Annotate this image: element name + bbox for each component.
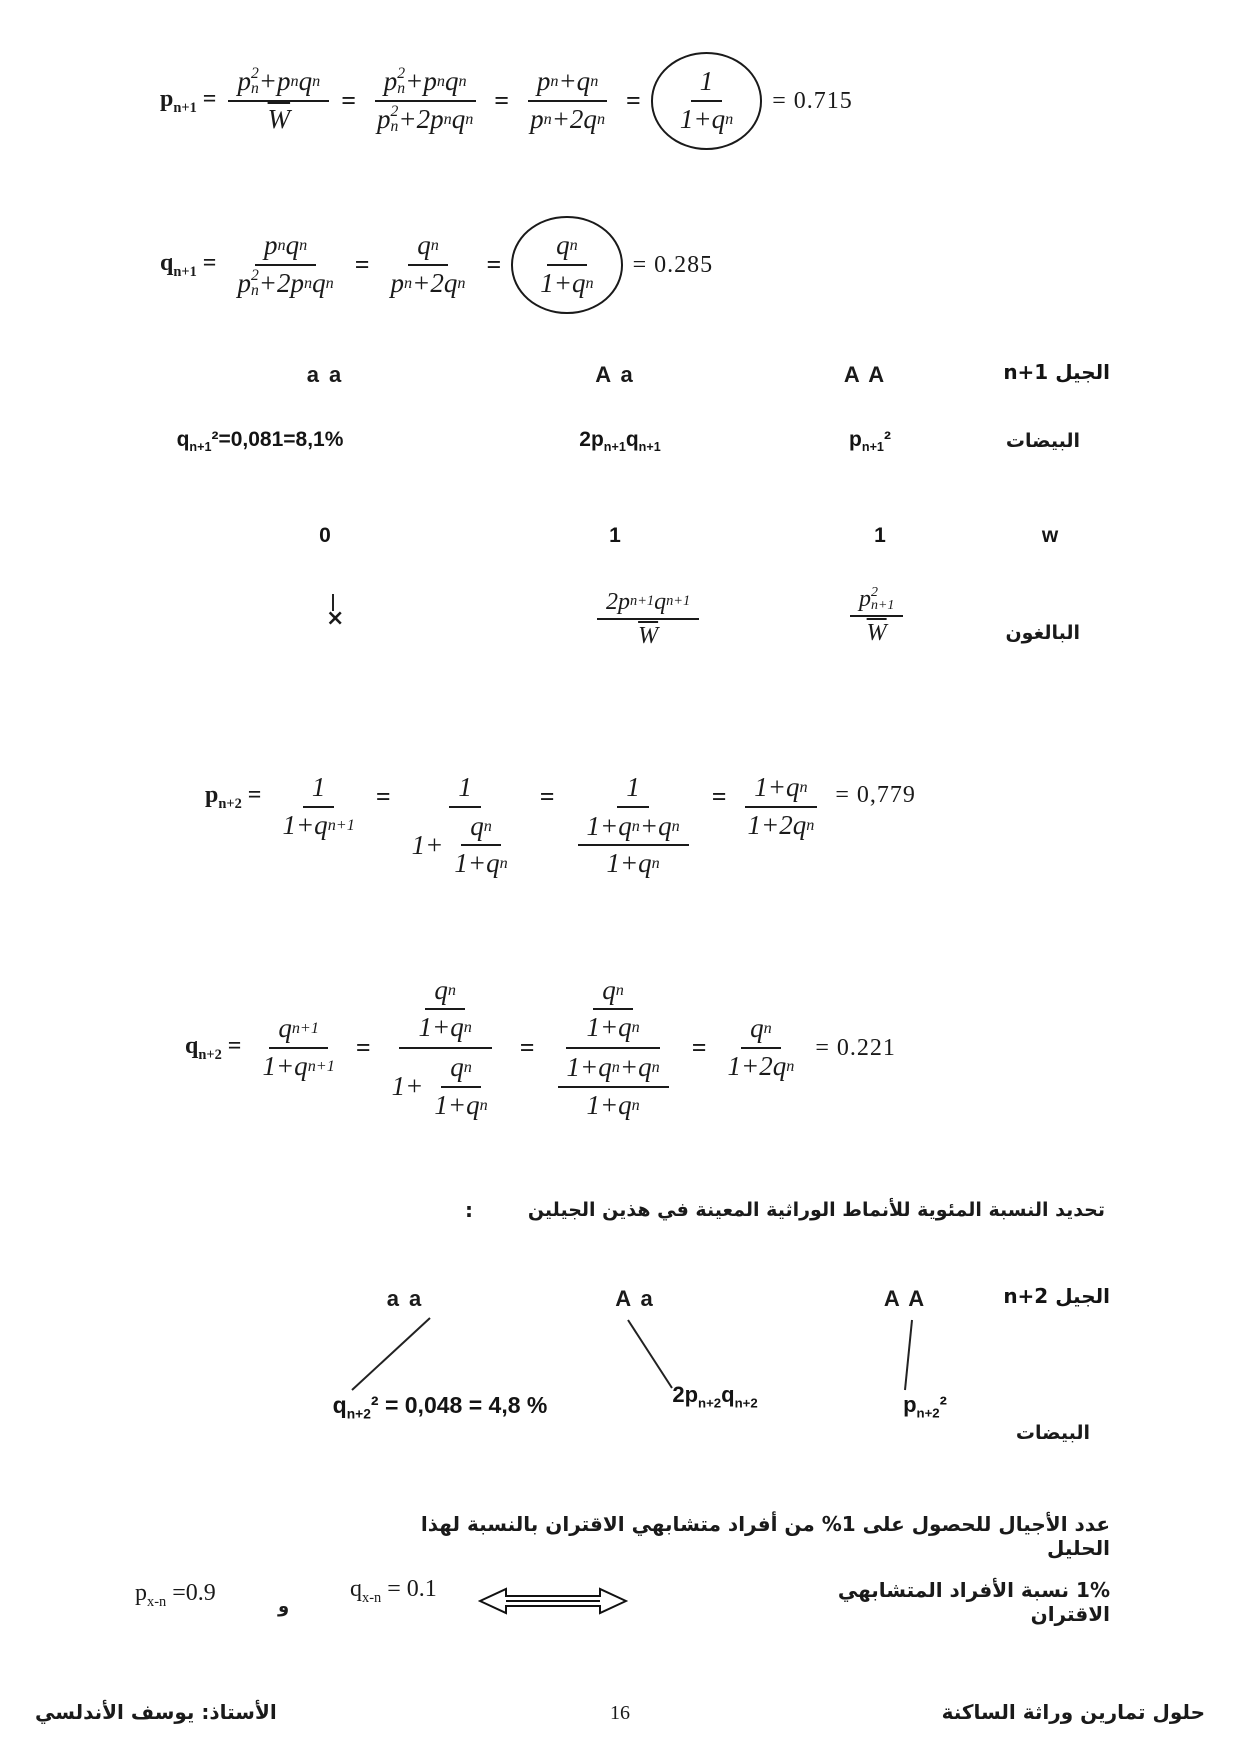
circled-result-oval bbox=[511, 216, 622, 313]
double-arrow-icon bbox=[478, 1585, 628, 1617]
column-header-aa: a a bbox=[386, 1286, 424, 1311]
q-value: $q_{x-n} = 0.1$ bbox=[350, 1576, 437, 1606]
denominator-prefix: 1+ bbox=[411, 829, 444, 860]
column-header-aa: a a bbox=[306, 362, 344, 387]
fraction-denominator: 1+q n bbox=[606, 848, 660, 879]
fraction bbox=[382, 230, 475, 299]
fraction-denominator bbox=[567, 808, 700, 881]
equals-sign: = bbox=[711, 782, 727, 811]
fraction-numerator: 1 bbox=[449, 772, 481, 808]
equation-result: = 0.221 bbox=[815, 1034, 896, 1061]
crossed-out-mark bbox=[326, 594, 345, 631]
fraction-denominator-wbar: W bbox=[638, 623, 659, 650]
fraction-denominator bbox=[403, 808, 528, 881]
equation-p-n1 bbox=[160, 36, 853, 166]
fraction-denominator: 1+q n bbox=[586, 1089, 640, 1120]
fitness-aa-value: 0 bbox=[319, 524, 331, 547]
fraction-denominator: p n +2q n bbox=[390, 268, 466, 298]
fraction-numerator: 1+q n +q n bbox=[578, 811, 689, 847]
fraction-denominator: p n +2q n bbox=[530, 104, 606, 134]
circled-result-oval bbox=[651, 52, 762, 149]
section-heading-percent bbox=[465, 1198, 1105, 1222]
nested-fraction bbox=[425, 1052, 496, 1121]
column-header-Aa: A a bbox=[595, 362, 635, 387]
equals-sign: = bbox=[519, 1033, 535, 1062]
eggs-AA-value: $p_{n+2}^2$ bbox=[903, 1392, 947, 1421]
eggs-Aa-value: $2p_{n+2}q_{n+2}$ bbox=[672, 1382, 758, 1411]
fraction-denominator: 1+q n bbox=[540, 268, 594, 298]
fraction bbox=[403, 772, 528, 881]
fraction bbox=[719, 1013, 804, 1082]
footer-author: الأستاذ: يوسف الأندلسي bbox=[35, 1700, 277, 1724]
fraction-numerator: q n bbox=[408, 230, 448, 266]
nested-fraction bbox=[577, 975, 648, 1044]
equation-result: = 0,779 bbox=[835, 782, 916, 808]
equation-lhs: $p_{n+1}$ = bbox=[160, 85, 217, 116]
fraction-denominator: p 2 n +2p n q n bbox=[237, 266, 334, 299]
heading-text: تحديد النسبة المئوية للأنماط الوراثية المعينة في هذين الجيلين bbox=[527, 1199, 1105, 1221]
equation-lhs: $q_{n+2}$ = bbox=[185, 1032, 242, 1063]
nested-fraction bbox=[445, 811, 516, 880]
adults-Aa-fraction bbox=[597, 588, 699, 651]
eggs-Aa-value: $2p_{n+1}q_{n+1}$ bbox=[579, 428, 661, 455]
nested-fraction bbox=[410, 975, 481, 1044]
fraction-denominator bbox=[383, 1049, 508, 1122]
equation-lhs: $p_{n+2}$ = bbox=[205, 782, 262, 812]
fraction bbox=[273, 772, 363, 841]
fraction-numerator: p n q n bbox=[255, 230, 316, 266]
fraction-denominator: 1+q n bbox=[586, 1012, 640, 1043]
row-label-fitness: w bbox=[1041, 524, 1059, 547]
fraction-numerator: p 2 n +p n q n bbox=[375, 66, 476, 102]
column-header-Aa: A a bbox=[615, 1286, 655, 1311]
fraction-denominator-wbar: W bbox=[866, 620, 887, 647]
fraction-denominator: 1+q n bbox=[679, 104, 734, 134]
fraction bbox=[739, 772, 824, 841]
equation-result: = 0.285 bbox=[632, 251, 714, 278]
fraction-denominator: 1+q n bbox=[418, 1012, 472, 1043]
fraction bbox=[228, 230, 342, 299]
fitness-Aa-value: 1 bbox=[609, 524, 621, 547]
fraction-numerator: 1 bbox=[691, 66, 723, 102]
footer-title: حلول تمارين وراثة الساكنة bbox=[941, 1700, 1205, 1724]
fraction-numerator: q n bbox=[741, 1013, 781, 1049]
equation-lhs: $q_{n+1}$ = bbox=[160, 249, 217, 280]
equation-q-n1 bbox=[160, 200, 713, 330]
equals-sign: = bbox=[375, 782, 391, 811]
eggs-AA-value: $p_{n+1}^2$ bbox=[849, 428, 891, 455]
fraction bbox=[567, 772, 700, 881]
fraction bbox=[531, 230, 602, 299]
fraction-numerator: 1+q n +q n bbox=[558, 1052, 669, 1088]
heading-colon: : bbox=[465, 1198, 473, 1222]
generations-note: عدد الأجيال للحصول على 1% من أفراد متشابهي الاقتران بالنسبة لهذا الحليل bbox=[420, 1512, 1110, 1560]
fraction-numerator: q n bbox=[441, 1052, 481, 1088]
fraction-denominator: 1+q n+1 bbox=[262, 1051, 335, 1081]
nested-fraction bbox=[578, 811, 689, 880]
eggs-aa-value: $q_{n+2}^2 = 0,048 = 4,8$ % bbox=[332, 1392, 548, 1422]
fraction-denominator: 1+2q n bbox=[747, 809, 815, 840]
row-label-adults: البالغون bbox=[1005, 622, 1080, 644]
equals-sign: = bbox=[341, 86, 357, 115]
fraction-denominator: p 2 n +2p n q n bbox=[377, 103, 474, 135]
fraction-numerator: q n bbox=[461, 811, 501, 847]
fraction bbox=[383, 974, 508, 1123]
fraction bbox=[671, 66, 742, 135]
generation-label: الجيل n+1 bbox=[1003, 360, 1110, 384]
fraction-denominator: 1+q n bbox=[434, 1089, 488, 1120]
fraction-numerator: q n bbox=[593, 975, 633, 1011]
generation-label: الجيل n+2 bbox=[1003, 1284, 1110, 1308]
equals-sign: = bbox=[354, 250, 370, 279]
fraction-denominator bbox=[547, 1049, 680, 1122]
fraction-numerator: q n+1 bbox=[269, 1013, 328, 1049]
denominator-prefix: 1+ bbox=[391, 1070, 424, 1101]
fitness-AA-value: 1 bbox=[874, 524, 886, 547]
column-header-AA: A A bbox=[843, 362, 887, 387]
fraction-numerator: 1+q n bbox=[745, 772, 816, 808]
p-value: $p_{x-n} =0.9$ bbox=[135, 1580, 216, 1610]
fraction bbox=[228, 66, 329, 135]
equals-sign: = bbox=[539, 782, 555, 811]
fraction-numerator: p 2 n+1 bbox=[850, 585, 903, 617]
footer-page-number: 16 bbox=[610, 1702, 630, 1724]
fraction-numerator: p 2 n +p n q n bbox=[228, 66, 329, 102]
equals-sign: = bbox=[494, 86, 510, 115]
row-label-eggs: البيضات bbox=[1005, 430, 1080, 452]
row-label-eggs: البيضات bbox=[1015, 1422, 1090, 1444]
fraction-denominator: 1+q n+1 bbox=[282, 809, 355, 840]
fraction-denominator-wbar: $\overline{W}$ bbox=[267, 104, 291, 135]
equals-sign: = bbox=[626, 86, 641, 115]
fraction bbox=[547, 974, 680, 1123]
equation-p-n2 bbox=[205, 772, 916, 881]
homozygote-percent-label: 1% نسبة الأفراد المتشابهي الاقتران bbox=[837, 1578, 1110, 1626]
fraction bbox=[253, 1013, 343, 1082]
fraction-numerator: 1 bbox=[617, 772, 649, 808]
fraction-numerator: q n bbox=[547, 230, 587, 266]
eggs-aa-value: $q_{n+1}^2=0,081=8,1\%$ bbox=[176, 428, 344, 455]
nested-fraction bbox=[558, 1052, 669, 1121]
fraction bbox=[521, 66, 614, 135]
equation-q-n2 bbox=[185, 948, 896, 1148]
equation-result: = 0.715 bbox=[772, 87, 853, 114]
equals-sign: = bbox=[691, 1033, 707, 1062]
fraction-denominator: 1+q n bbox=[454, 848, 508, 879]
cross-x-glyph: × bbox=[326, 606, 345, 631]
fraction bbox=[368, 66, 482, 135]
fraction-denominator: 1+2q n bbox=[727, 1051, 795, 1081]
fraction-numerator bbox=[399, 974, 492, 1049]
fraction-numerator: q n bbox=[425, 975, 465, 1011]
equals-sign: = bbox=[355, 1033, 371, 1062]
adults-AA-fraction bbox=[850, 585, 903, 648]
column-header-AA: A A bbox=[883, 1286, 927, 1311]
fraction-numerator: p n +q n bbox=[528, 66, 607, 102]
and-word: و bbox=[278, 1596, 290, 1617]
equals-sign: = bbox=[486, 250, 502, 279]
fraction-numerator: 1 bbox=[303, 772, 335, 808]
fraction-numerator bbox=[566, 974, 659, 1049]
fraction-numerator: 2p n+1 q n+1 bbox=[597, 588, 699, 620]
